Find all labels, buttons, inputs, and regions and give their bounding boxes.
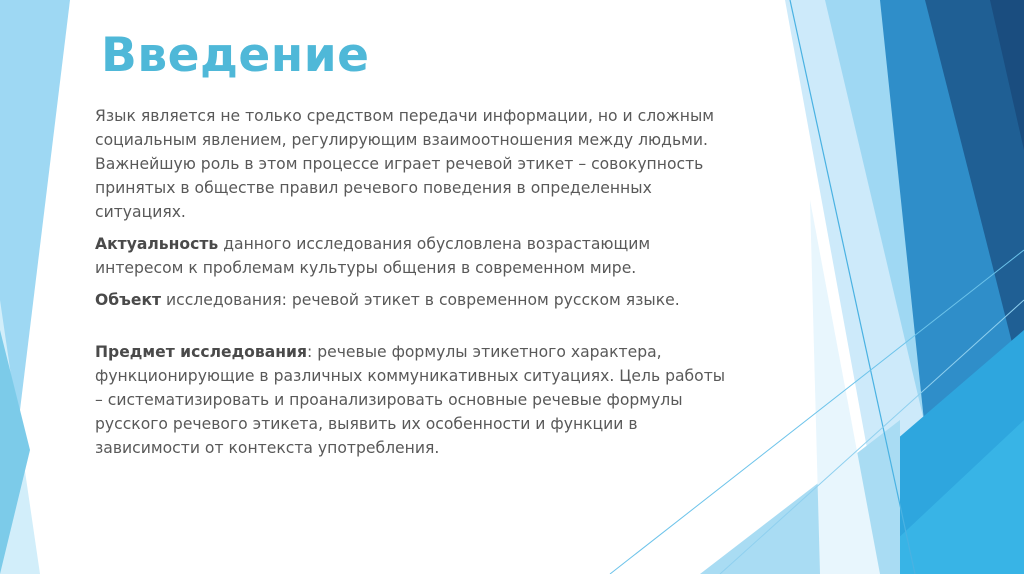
slide-body xyxy=(95,104,735,468)
relevance-text: данного исследования обусловлена возрастающим интересом к проблемам культуры общения в современном мире. xyxy=(95,235,651,277)
paragraph-object xyxy=(95,288,735,312)
paragraph-intro xyxy=(95,104,735,224)
object-text: исследования: речевой этикет в современном русском языке. xyxy=(161,291,680,309)
relevance-label: Актуальность xyxy=(95,235,219,253)
paragraph-subject xyxy=(95,340,735,460)
paragraph-intro-text: Язык является не только средством передачи информации, но и сложным социальным явлением, регулирующим взаимоотношения между людьми. Важнейшую роль в этом процессе играет речевой этикет – совокупность принятых в обществе правил речевого поведения в определенных ситуациях. xyxy=(95,107,715,221)
object-label: Объект xyxy=(95,291,162,309)
paragraph-relevance xyxy=(95,232,735,280)
subject-text: : речевые формулы этикетного характера, функционирующие в различных коммуникативных ситуациях. Цель работы – систематизировать и проанализировать основные речевые формулы русского речевого этикета, выявить их особенности и функции в зависимости от контекста употребления. xyxy=(95,343,726,457)
subject-label: Предмет исследования xyxy=(95,343,307,361)
slide-title: Введение xyxy=(101,28,370,83)
